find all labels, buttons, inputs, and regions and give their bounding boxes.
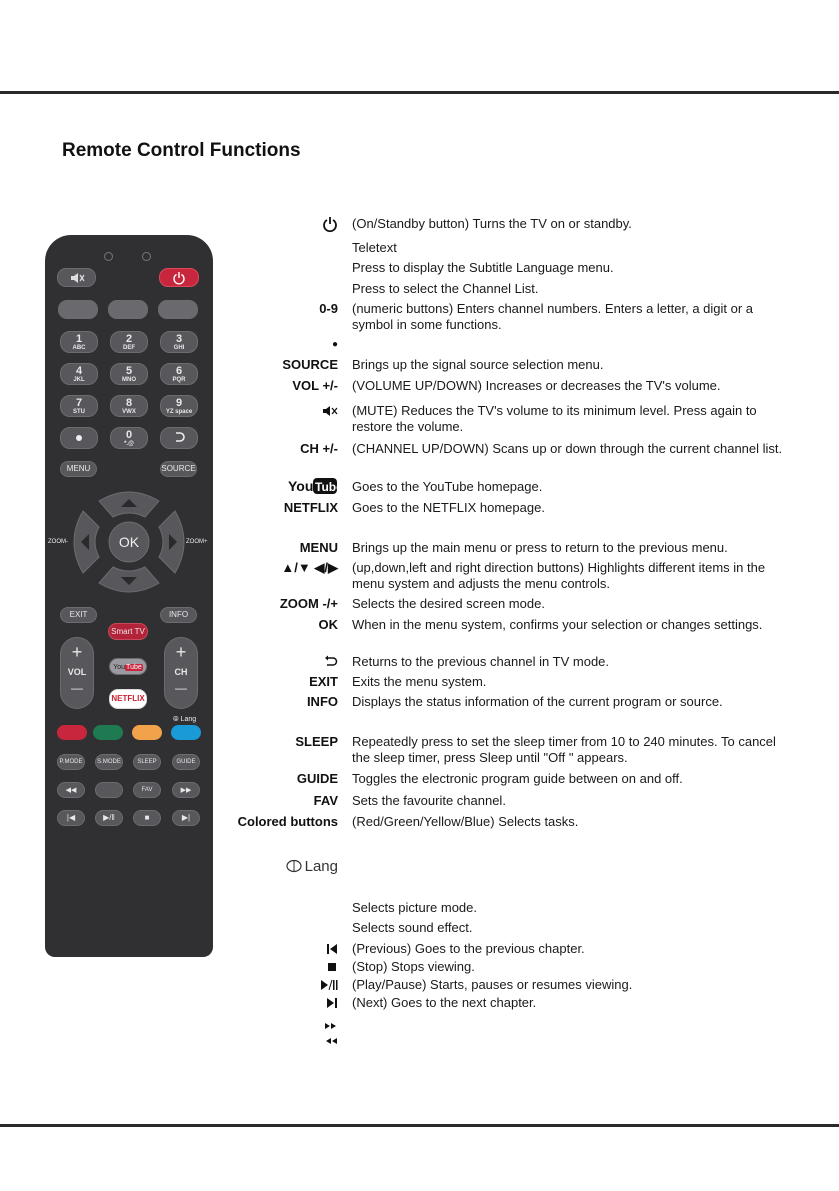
rewind-icon [324,1033,338,1049]
rewind-icon: ◀◀ [65,787,77,794]
number-digit: 6 [175,365,183,377]
ch-plus-label: + [175,642,187,662]
number-letters: MNO [122,377,136,383]
number-letters: ABC [72,345,86,351]
info-button[interactable]: INFO [160,607,197,623]
stop-icon: ■ [144,813,150,822]
number-9-button[interactable] [160,395,198,417]
zoom-plus-label: ZOOM+ [186,539,208,545]
function-description: (MUTE) Reduces the TV's volume to its minimum level. Press again to restore the volume. [352,403,757,434]
ok-label: OK [118,534,140,550]
function-description: Returns to the previous channel in TV mode. [352,654,610,669]
function-description: Selects sound effect. [352,920,473,935]
function-key: NETFLIX [283,500,338,515]
power-button[interactable] [159,268,199,287]
function-description: Selects the desired screen mode. [352,596,545,611]
function-key: Colored buttons [237,814,338,829]
function-key: GUIDE [296,771,338,786]
led-left [104,252,113,261]
number-7-button[interactable] [60,395,98,417]
vol-rocker[interactable] [60,637,94,709]
number-2-button[interactable] [110,331,148,353]
menu-button[interactable]: MENU [60,461,97,477]
blue-button[interactable] [171,725,201,740]
subtitle-button[interactable] [108,300,148,319]
ch-minus-label: — [175,681,187,695]
function-description: Goes to the YouTube homepage. [352,479,543,494]
rewind-button[interactable] [57,782,85,798]
function-description: (Red/Green/Yellow/Blue) Selects tasks. [352,814,579,829]
function-key: EXIT [309,674,338,689]
function-description: Press to display the Subtitle Language menu. [352,260,614,275]
function-description: (up,down,left and right direction buttons) Highlights different items in the menu system and adjusts the menu controls. [352,560,766,591]
blank-media-button[interactable] [95,782,123,798]
number-5-button[interactable] [110,363,148,385]
youtube-you-text: You [113,664,126,671]
stop-icon [326,959,338,975]
function-description: Repeatedly press to set the sleep timer from 10 to 240 minutes. To cancel the sleep timer, press Sleep until "Off " appears. [352,734,776,765]
function-description: (numeric buttons) Enters channel numbers. Enters a letter, a digit or a symbol in some functions. [352,301,754,332]
yellow-button[interactable] [132,725,162,740]
channel-list-button[interactable] [158,300,198,319]
number-3-button[interactable] [160,331,198,353]
return-button[interactable] [160,427,198,449]
function-description: Toggles the electronic program guide between on and off. [352,771,683,786]
teletext-button[interactable] [58,300,98,319]
number-digit: 0 [125,429,133,441]
ch-rocker[interactable] [164,637,198,709]
sleep-button[interactable]: SLEEP [133,754,161,770]
previous-button[interactable] [57,810,85,826]
vol-plus-label: + [71,642,83,662]
return-icon [324,654,338,670]
youtube-button[interactable] [109,658,147,675]
function-description: Press to select the Channel List. [352,281,539,296]
guide-button[interactable]: GUIDE [172,754,200,770]
fav-button[interactable]: FAV [133,782,161,798]
number-digit: 9 [175,397,183,409]
netflix-logo-text: NETFLIX [111,694,145,703]
function-description: (Stop) Stops viewing. [352,959,475,974]
function-description: Goes to the NETFLIX homepage. [352,500,545,515]
function-key: FAV [313,793,338,808]
svg-text:Tube: Tube [315,480,343,494]
netflix-button[interactable] [109,689,147,709]
green-button[interactable] [93,725,123,740]
exit-button[interactable]: EXIT [60,607,97,623]
play-pause-icon [320,977,338,993]
number-digit: 7 [75,397,83,409]
fast-forward-button[interactable] [172,782,200,798]
number-letters: VWX [122,409,136,415]
mute-icon [322,403,338,419]
mute-icon [69,271,85,285]
number-letters: JKL [73,377,85,383]
function-key: ● [331,339,338,350]
function-key: SOURCE [282,357,338,372]
smode-button[interactable]: S.MODE [95,754,123,770]
svg-text:You: You [288,478,314,494]
source-button[interactable]: SOURCE [160,461,197,477]
number-letters: PQR [172,377,186,383]
next-button[interactable] [172,810,200,826]
next-icon: ▶| [181,813,191,822]
led-right [142,252,151,261]
youtube-tube-text: Tube [126,664,142,671]
number-1-button[interactable] [60,331,98,353]
page-title: Remote Control Functions [62,140,301,161]
lang-label: ⦾ Lang [173,716,197,723]
function-description: When in the menu system, confirms your selection or changes settings. [352,617,763,632]
function-description: (On/Standby button) Turns the TV on or standby. [352,216,632,231]
stop-button[interactable] [133,810,161,826]
mute-button[interactable] [57,268,96,287]
function-key: Lang [304,857,338,875]
function-key: 0-9 [319,301,338,316]
number-letters: *.@ [124,441,134,447]
return-icon [173,431,185,445]
function-description: (Previous) Goes to the previous chapter. [352,941,585,956]
function-key: ▲/▼ ◀/▶ [281,560,338,575]
power-icon [172,271,186,285]
function-key: ZOOM -/+ [279,596,338,611]
number-8-button[interactable] [110,395,148,417]
function-description: Sets the favourite channel. [352,793,506,808]
vol-label: VOL [67,667,87,677]
zoom-minus-label: ZOOM- [48,539,68,545]
function-key: OK [318,617,338,632]
function-key: INFO [306,694,338,709]
power-icon [322,216,338,232]
number-4-button[interactable] [60,363,98,385]
next-icon [326,995,338,1011]
number-digit: 3 [175,333,183,345]
number-letters: DEF [123,345,135,351]
dot-button[interactable] [60,427,98,449]
function-description: Brings up the main menu or press to return to the previous menu. [352,540,728,555]
number-digit: 8 [125,397,133,409]
function-description: (Play/Pause) Starts, pauses or resumes viewing. [352,977,633,992]
play-pause-icon: ▶/‖ [103,813,115,822]
play-pause-button[interactable] [95,810,123,826]
lang-icon [286,858,338,874]
function-key: SLEEP [295,734,338,749]
number-digit: 4 [75,365,83,377]
function-description: Displays the status information of the current program or source. [352,694,723,709]
youtube-logo [288,478,343,494]
number-digit: 2 [125,333,133,345]
pmode-button[interactable]: P.MODE [57,754,85,770]
number-letters: YZ space [165,409,193,415]
function-description: (VOLUME UP/DOWN) Increases or decreases the TV's volume. [352,378,721,393]
function-description: Exits the menu system. [352,674,487,689]
previous-icon [326,941,338,957]
function-description: (Next) Goes to the next chapter. [352,995,537,1010]
remote-control [45,235,213,957]
number-digit: 1 [75,333,83,345]
function-description: Selects picture mode. [352,900,478,915]
fast-forward-icon: ▶▶ [180,787,192,794]
number-letters: GHI [173,345,185,351]
function-key: VOL +/- [292,378,338,393]
top-rule [0,91,839,94]
function-key: CH +/- [300,441,338,456]
vol-minus-label: — [71,681,83,695]
ch-label: CH [174,667,188,677]
number-digit: 5 [125,365,133,377]
previous-icon: |◀ [66,813,76,822]
function-description: Brings up the signal source selection menu. [352,357,604,372]
bottom-rule [0,1124,839,1127]
red-button[interactable] [57,725,87,740]
number-0-button[interactable] [110,427,148,449]
fast-forward-icon [324,1018,338,1034]
number-letters: STU [73,409,85,415]
function-description: Teletext [352,240,397,255]
smart-tv-button[interactable]: Smart TV [108,623,148,640]
number-6-button[interactable] [160,363,198,385]
function-key: MENU [299,540,338,555]
function-description: (CHANNEL UP/DOWN) Scans up or down through the current channel list. [352,441,783,456]
